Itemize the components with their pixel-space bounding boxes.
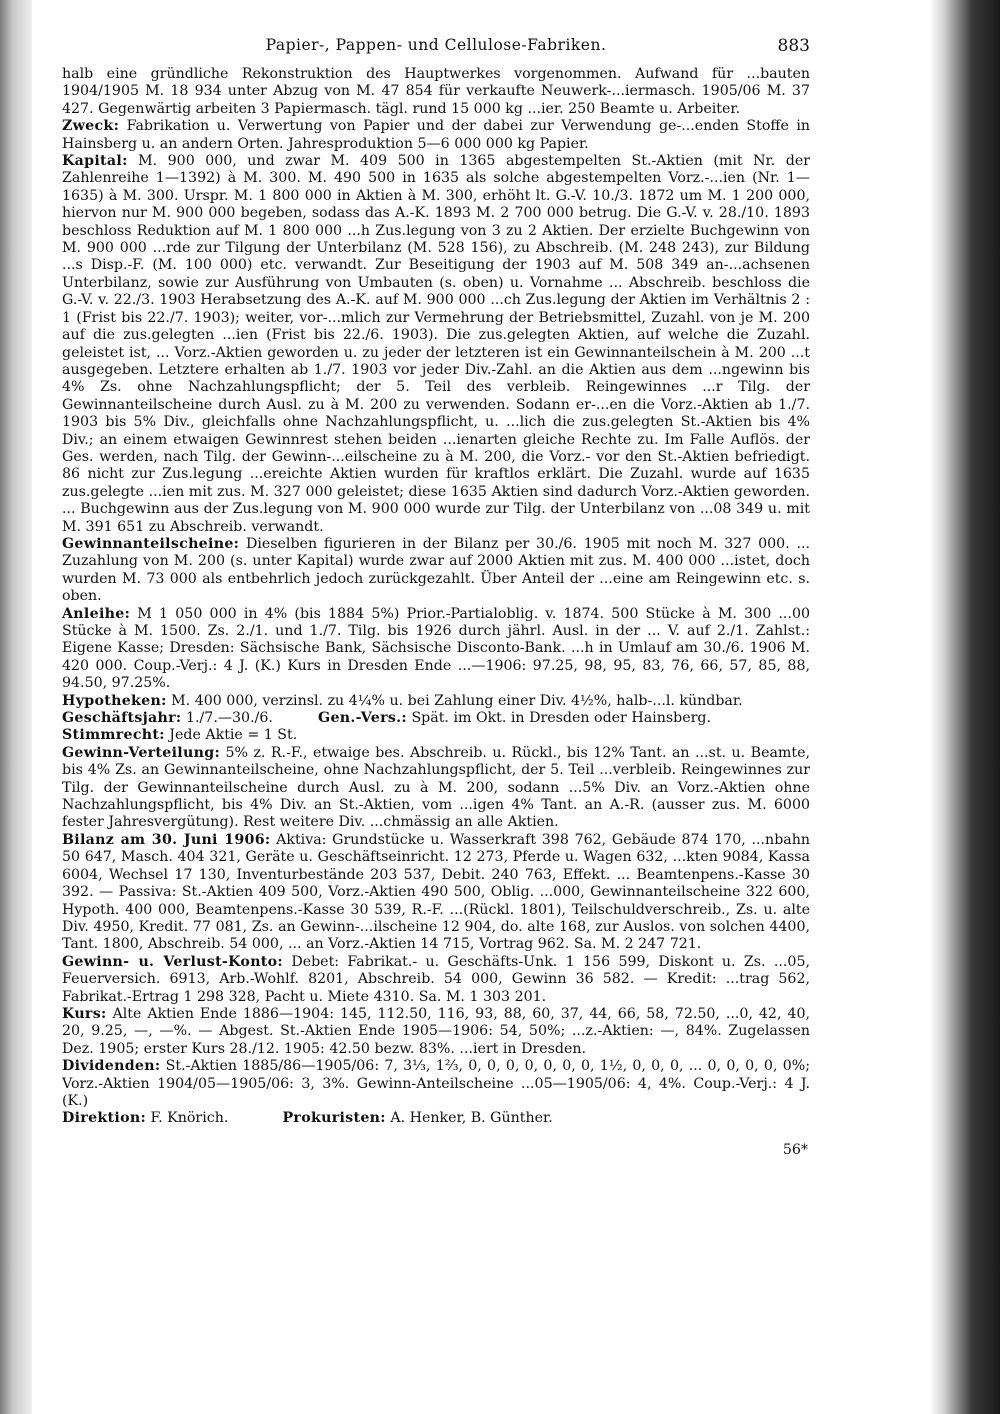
geschaeftsjahr-label: Geschäftsjahr:	[62, 710, 182, 727]
generalversammlung-label: Gen.-Vers.:	[318, 710, 407, 727]
scan-shadow-left	[0, 0, 32, 1414]
hypotheken-paragraph	[62, 693, 810, 710]
gewinn-verteilung-label: Gewinn-Verteilung:	[62, 744, 220, 761]
bilanz-label: Bilanz am 30. Juni 1906:	[62, 831, 271, 848]
kurs-paragraph	[62, 1006, 810, 1058]
scan-shadow-right	[930, 0, 1000, 1414]
dividenden-text: St.-Aktien 1885/86—1905/06: 7, 3⅓, 1⅔, 0, 0, 0, 0, 0, 0, 0, 1½, 0, 0, 0, ... 0, 0, 0, 0, 0%; Vorz.-Aktien 1904/05—1905/06: 3, 3%. Gewinn-Anteilscheine ...05—1905/06: 4, 4%. Coup.-Verj.: 4 J. (K.)	[62, 1058, 810, 1109]
bilanz-paragraph	[62, 832, 810, 954]
hypotheken-label: Hypotheken:	[62, 692, 167, 709]
guv-paragraph	[62, 954, 810, 1006]
gewinn-verteilung-text: 5% z. R.-F., etwaige bes. Abschreib. u. Rückl., bis 12% Tant. an ...st. u. Beamte, bis 4% Zs. an Gewinnanteilscheine, ohne Nachzahlungspflicht, der 5. Teil ...verbleib. Reingewinnes zur Tilg. der Gewinnanteilscheine durch Ausl. zu à M. 200, sodann ...5% Div. an Vorz.-Aktien ohne Nachzahlungspflicht, bis 4% Div. an St.-Aktien, vom ...igen 4% Tant. an A.-R. (ausser zus. M. 6000 fester Jahresvergütung). Rest weitere Div. ...chmässig an alle Aktien.	[62, 744, 810, 831]
zweck-text: Fabrikation u. Verwertung von Papier und der dabei zur Verwendung ge-...enden Stoffe in Hainsberg u. an andern Orten. Jahresproduktion 5—6 000 000 kg Papier.	[62, 118, 810, 152]
stimmrecht-label: Stimmrecht:	[62, 727, 165, 744]
kurs-label: Kurs:	[62, 1005, 107, 1022]
kapital-label: Kapital:	[62, 153, 128, 170]
running-header	[62, 30, 810, 58]
document-body	[62, 66, 810, 1159]
guv-label: Gewinn- u. Verlust-Konto:	[62, 953, 283, 970]
geschaeftsjahr-text: 1./7.—30./6.	[181, 710, 273, 727]
guv-text: Debet: Fabrikat.- u. Geschäfts-Unk. 1 156 599, Diskont u. Zs. ...05, Feuerversich. 6913, Arb.-Wohlf. 8201, Abschreib. 54 000, Gewinn 36 582. — Kredit: ...trag 562, Fabrikat.-Ertrag 1 298 328, Pacht u. Miete 4310. Sa. M. 1 303 201.	[62, 953, 810, 1005]
stimmrecht-text: Jede Aktie = 1 St.	[164, 727, 298, 744]
page-header-title: Papier-, Pappen- und Cellulose-Fabriken.	[265, 36, 607, 54]
anleihe-label: Anleihe:	[62, 605, 131, 622]
prokuristen-label: Prokuristen:	[282, 1110, 386, 1127]
kurs-text: Alte Aktien Ende 1886—1904: 145, 112.50, 116, 93, 88, 60, 37, 44, 66, 58, 72.50, ...0, 42, 40, 20, 9.25, —, —%. — Abgest. St.-Aktien Ende 1905—1906: 54, 50%; ...z.-Aktien: —, 84%. Zugelassen Dez. 1905; erster Kurs 28./12. 1905: 42.50 bezw. 83%. ...iert in Dresden.	[62, 1005, 810, 1057]
intro-paragraph: halb eine gründliche Rekonstruktion des Hauptwerkes vorgenommen. Aufwand für ...bauten 1904/1905 M. 18 934 unter Abzug von M. 47 854 für verkaufte Neuwerk-...iermasch. 1905/06 M. 37 427. Gegenwärtig arbeiten 3 Papiermasch. tägl. rund 15 000 kg ...ier. 250 Beamte u. Arbeiter.	[62, 66, 810, 117]
document-page	[62, 30, 810, 1159]
dividenden-paragraph	[62, 1058, 810, 1110]
dividenden-label: Dividenden:	[62, 1058, 161, 1075]
prokuristen-text: A. Henker, B. Günther.	[385, 1110, 553, 1127]
kapital-text: M. 900 000, und zwar M. 409 500 in 1365 abgestempelten St.-Aktien (mit Nr. der Zahlenreihe 1—1392) à M. 300. M. 490 500 in 1635 als solche abgestempelten Vorz.-...ien (Nr. 1—1635) à M. 300. Urspr. M. 1 800 000 in Aktien à M. 300, erhöht lt. G.-V. 10./3. 1872 um M. 1 200 000, hiervon nur M. 900 000 begeben, sodass das A.-K. 1893 M. 2 700 000 betrug. Die G.-V. v. 28./10. 1893 beschloss Reduktion auf M. 1 800 000 ...h Zus.legung von 3 zu 2 Aktien. Der erzielte Buchgewinn von M. 900 000 ...rde zur Tilgung der Unterbilanz (M. 528 156), zu Abschreib. (M. 248 243), zur Bildung ...s Disp.-F. (M. 100 000) etc. verwandt. Zur Beseitigung der 1903 auf M. 508 349 an-...achsenen Unterbilanz, sowie zur Ausführung von Umbauten (s. oben) u. Vornahme ... Abschreib. beschloss die G.-V. v. 22./3. 1903 Herabsetzung des A.-K. auf M. 900 000 ...ch Zus.legung der Aktien im Verhältnis 2 : 1 (Frist bis 22./7. 1903); weiter, vor-...mlich zur Vermehrung der Betriebsmittel, Zuzahl. von je M. 200 auf die zus.gelegten ...ien (Frist bis 22./6. 1903). Die zus.gelegten Aktien, auf welche die Zuzahl. geleistet ist, ... Vorz.-Aktien geworden u. zu jeder der letzteren ist ein Gewinnanteilschein à M. 200 ...t ausgegeben. Letztere erhalten ab 1./7. 1903 vor jeder Div.-Zahl. an die Aktien aus dem ...ngewinn bis 4% Zs. ohne Nachzahlungspflicht; der 5. Teil des verbleib. Reingewinnes ...r Tilg. der Gewinnanteilscheine durch Ausl. zu à M. 200 zu verwenden. Sodann er-...en die Vorz.-Aktien ab 1./7. 1903 bis 5% Div., gleichfalls ohne Nachzahlungspflicht, u. ...lich die zus.gelegten St.-Aktien bis 4% Div.; an einem etwaigen Gewinnrest stehen beiden ...ienarten gleiche Rechte zu. Im Falle Auflös. der Ges. werden, nach Tilg. der Gewinn-...eilscheine zu à M. 200, die Vorz.- vor den St.-Aktien befriedigt. 86 nicht zur Zus.legung ...ereichte Aktien wurden für kraftlos erklärt. Die Zuzahl. wurde auf 1635 zus.gelegte ...ien mit zus. M. 327 000 geleistet; diese 1635 Aktien sind dadurch Vorz.-Aktien geworden. ... Buchgewinn aus der Zus.legung von M. 900 000 wurde zur Tilg. der Unterbilanz von ...08 349 u. mit M. 391 651 zu Abschreib. verwandt.	[62, 153, 810, 535]
bilanz-text: Aktiva: Grundstücke u. Wasserkraft 398 762, Gebäude 874 170, ...nbahn 50 647, Masch. 404 321, Geräte u. Geschäftseinricht. 12 273, Pferde u. Wagen 632, ...kten 9084, Kassa 6004, Wechsel 17 130, Inventurbestände 203 537, Debit. 240 763, Effekt. ... Beamtenpens.-Kasse 30 392. — Passiva: St.-Aktien 409 500, Vorz.-Aktien 490 500, Oblig. ...000, Gewinnanteilscheine 322 600, Hypoth. 400 000, Beamtenpens.-Kasse 30 539, R.-F. ...(Rückl. 1801), Teilschuldverschreib., Zs. u. alte Div. 4950, Kredit. 77 081, Zs. an Gewinn-...ilscheine 12 904, do. alte 168, zur Auslos. von solchen 4400, Tant. 1800, Abschreib. 54 000, ... an Vorz.-Aktien 14 715, Vortrag 962. Sa. M. 2 247 721.	[62, 831, 811, 953]
kapital-paragraph	[62, 153, 810, 536]
gewinn-verteilung-paragraph	[62, 745, 810, 832]
gewinnanteilscheine-label: Gewinnanteilscheine:	[62, 535, 240, 552]
stimmrecht-paragraph	[62, 727, 810, 744]
gewinnanteilscheine-paragraph	[62, 536, 810, 606]
hypotheken-text: M. 400 000, verzinsl. zu 4¼% u. bei Zahlung einer Div. 4½%, halb-...l. kündbar.	[166, 692, 743, 709]
zweck-label: Zweck:	[62, 118, 120, 135]
direktion-text: F. Knörich.	[145, 1110, 229, 1127]
anleihe-text: M 1 050 000 in 4% (bis 1884 5%) Prior.-Partialoblig. v. 1874. 500 Stücke à M. 300 ...00 Stücke à M. 1500. Zs. 2./1. und 1./7. Tilg. bis 1926 durch jährl. Ausl. in der ... V. auf 2./1. Zahlst.: Eigene Kasse; Dresden: Sächsische Bank, Sächsische Disconto-Bank. ...h in Umlauf am 30./6. 1906 M. 420 000. Coup.-Verj.: 4 J. (K.) Kurs in Dresden Ende ...—1906: 97.25, 98, 95, 83, 76, 66, 57, 85, 88, 94.50, 97.25%.	[62, 605, 810, 692]
direktion-label: Direktion:	[62, 1110, 146, 1127]
zweck-paragraph	[62, 118, 810, 153]
generalversammlung-text: Spät. im Okt. in Dresden oder Hainsberg.	[406, 710, 711, 727]
direktion-paragraph	[62, 1110, 810, 1127]
gewinnanteilscheine-text: Dieselben figurieren in der Bilanz per 30./6. 1905 mit noch M. 327 000. ... Zuzahlung von M. 200 (s. unter Kapital) wurde zwar auf 2000 Aktien mit zus. M. 400 000 ...istet, doch wurden M. 73 000 als entbehrlich jedoch zurückgezahlt. Über Anteil der ...eine am Reingewinn etc. s. oben.	[62, 535, 810, 605]
page-number: 883	[777, 36, 810, 56]
anleihe-paragraph	[62, 606, 810, 693]
signature-mark: 56*	[782, 1141, 808, 1158]
geschaeftsjahr-paragraph	[62, 710, 810, 727]
